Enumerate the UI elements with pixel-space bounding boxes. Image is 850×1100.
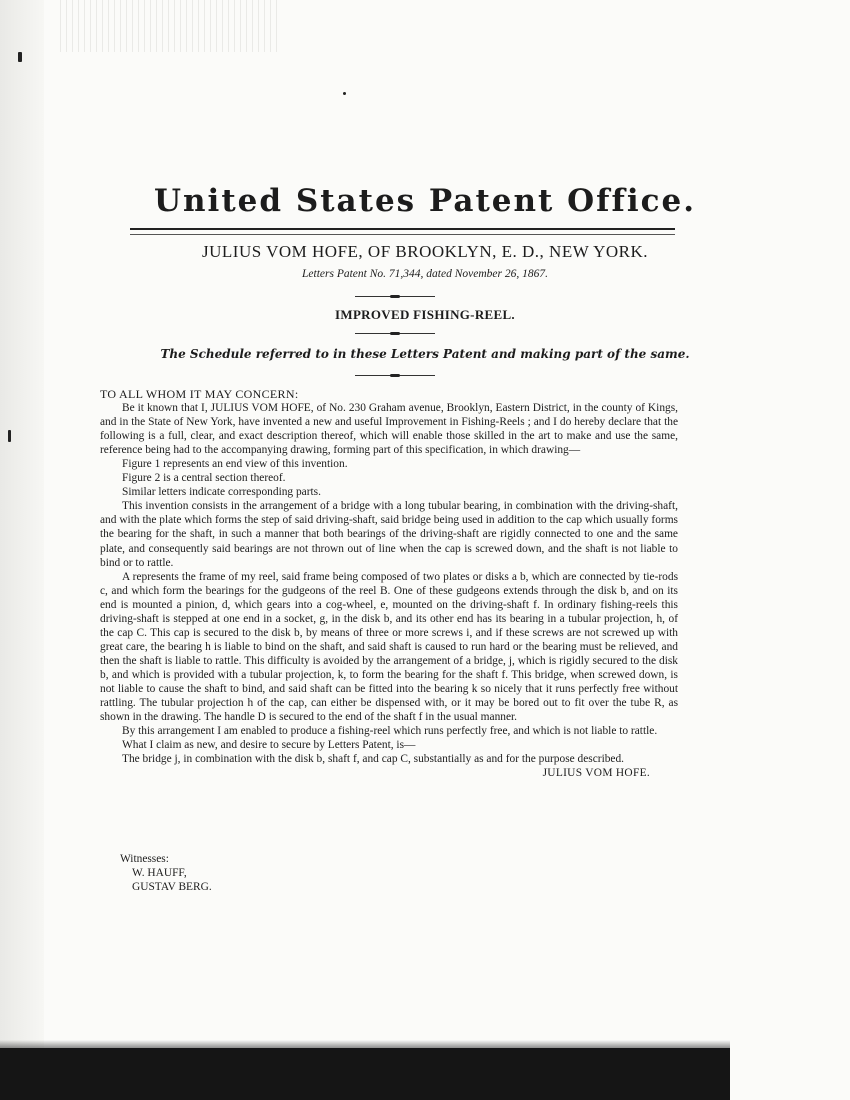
witness-name: GUSTAV BERG. [132, 881, 212, 893]
specification-body [100, 387, 678, 780]
scan-speck [18, 52, 22, 62]
letters-patent-line: Letters Patent No. 71,344, dated November 26, 1867. [302, 268, 548, 280]
scan-speck [8, 430, 11, 442]
paragraph: This invention consists in the arrangement of a bridge with a long tubular bearing, in combination with the driving-shaft, and with the plate which forms the step of said driving-shaft, said bridge being used in addition to the cap which usually forms the bearing for the shaft, in such a manner that both bearings of the driving-shaft are rigidly connected to one and the same plate, and consequently said bearings are not thrown out of line when the cap is screwed down, and the shaft is not liable to bind or to rattle. [100, 500, 678, 569]
title-rule [130, 228, 675, 235]
paragraph: A represents the frame of my reel, said frame being composed of two plates or disks a b, which are connected by tie-rods c, and which form the bearings for the gudgeons of the reel B. One of these gudgeons extends through the disk b, and on its end is mounted a pinion, d, which gears into a cog-wheel, e, mounted on the driving-shaft f. In ordinary fishing-reels this driving-shaft is stepped at one end in a socket, g, in the disk b, and its other end has its bearing in a tubular projection, h, of the cap C. This cap is secured to the disk b, by means of three or more screws i, and if these screws are not screwed up with great care, the bearing h is liable to bind on the shaft, and said shaft is caused to run hard or the bearing must be relieved, and then the shaft is liable to rattle. This difficulty is avoided by the arrangement of a bridge, j, which is rigidly secured to the disk b, and which is provided with a tubular projection, k, to form the bearing for the shaft f. This bridge, when screwed down, is not liable to cause the shaft to bind, and said shaft can be fitted into the bearing k so nicely that it runs perfectly free without rattling. The tubular projection h of the cap, can either be dispensed with, or it may be bored out to fit over the tube R, as shown in the drawing. The handle D is secured to the end of the shaft f in the usual manner. [100, 570, 678, 724]
witness-label: Witnesses: [120, 853, 169, 865]
scan-margin [0, 0, 44, 1100]
ornament-divider [355, 375, 435, 376]
paragraph: Be it known that I, JULIUS VOM HOFE, of No. 230 Graham avenue, Brooklyn, Eastern District, in the county of Kings, and in the State of New York, have invented a new and useful Improvement in Fishing-Reels ; and I do hereby declare that the following is a full, clear, and exact description thereof, which will enable those skilled in the art to make and use the same, reference being had to the accompanying drawing, forming part of this specification, in which drawing— [100, 402, 678, 457]
claim: The bridge j, in combination with the disk b, shaft f, and cap C, substantially as and for the purpose described. [122, 753, 625, 766]
schedule-line: The Schedule referred to in these Letters Patent and making part of the same. [160, 347, 690, 361]
scan-speck [343, 92, 346, 95]
paragraph: By this arrangement I am enabled to produce a fishing-reel which runs perfectly free, and which is not liable to rattle. [122, 725, 658, 738]
ornament-divider [355, 333, 435, 334]
ornament-divider [355, 296, 435, 297]
invention-title: IMPROVED FISHING-REEL. [335, 307, 515, 322]
office-title: United States Patent Office. [153, 183, 697, 219]
figure-line: Figure 2 is a central section thereof. [122, 472, 286, 485]
figure-line: Similar letters indicate corresponding parts. [122, 486, 321, 499]
inventor-line: JULIUS VOM HOFE, OF BROOKLYN, E. D., NEW YORK. [202, 242, 648, 261]
witness-name: W. HAUFF, [132, 867, 187, 879]
signature: JULIUS VOM HOFE. [542, 767, 650, 780]
scan-bottom-edge [0, 1048, 730, 1100]
salutation: TO ALL WHOM IT MAY CONCERN: [100, 387, 299, 401]
witness-block [120, 852, 212, 894]
scan-artifact [0, 1040, 730, 1048]
scan-artifact [60, 0, 280, 52]
claim-preamble: What I claim as new, and desire to secure by Letters Patent, is— [122, 739, 416, 752]
figure-line: Figure 1 represents an end view of this invention. [122, 458, 348, 471]
